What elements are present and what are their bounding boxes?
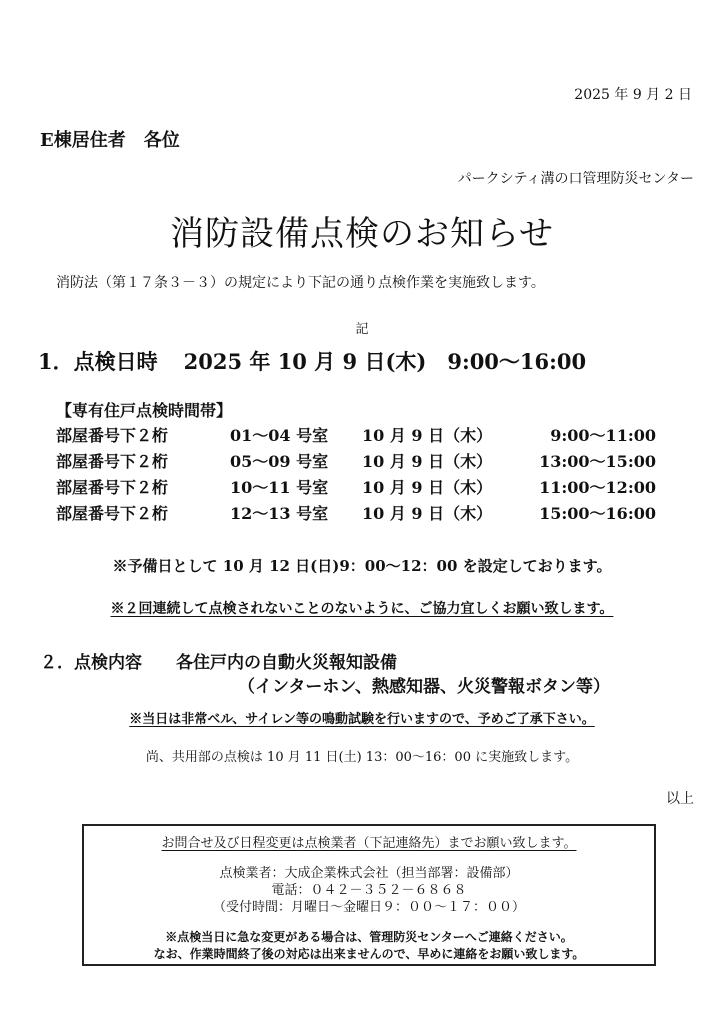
alarm-test-text: ※当日は非常ベル、サイレン等の鳴動試験を行いますので、予めご了承下さい。	[129, 712, 595, 727]
schedule-time: 9:00～11:00	[550, 426, 656, 445]
schedule-day: 10 月 9 日（木）	[362, 452, 493, 471]
alarm-test-note	[0, 708, 724, 727]
section-2-heading	[40, 648, 397, 673]
schedule-row	[56, 449, 656, 475]
contact-phone: 電話：０４２－３５２－６８６８	[271, 883, 467, 898]
schedule-row	[56, 475, 656, 501]
room-group: 部屋番号下２桁	[56, 504, 169, 523]
page-title: 消防設備点検のお知らせ	[170, 214, 554, 254]
closing-mark: 以上	[666, 791, 694, 807]
section-1-heading	[38, 346, 586, 376]
urgent-change-note: ※点検当日に急な変更がある場合は、管理防災センターへご連絡ください。	[165, 930, 573, 944]
schedule-time: 15:00～16:00	[539, 504, 656, 523]
schedule-heading: 【専有住戸点検時間帯】	[56, 401, 233, 420]
contractor-name: 点検業者：大成企業株式会社（担当部署：設備部）	[219, 866, 519, 881]
room-group: 部屋番号下２桁	[56, 478, 169, 497]
sender: パークシティ溝の口管理防災センター	[457, 171, 694, 187]
common-area-note: 尚、共用部の点検は 10 月 11 日(土) 13：00～16：00 に実施致します。	[145, 750, 579, 765]
spare-day-note: ※予備日として 10 月 12 日(日)9：00～12：00 を設定しております。	[112, 557, 612, 575]
recipient: E棟居住者 各位	[40, 130, 180, 151]
cooperation-note	[0, 598, 724, 618]
schedule-day: 10 月 9 日（木）	[362, 504, 493, 523]
inspection-datetime: 2025 年 10 月 9 日(木) 9:00～16:00	[183, 349, 587, 374]
schedule-time: 11:00～12:00	[539, 478, 656, 497]
room-range: 05～09 号室	[230, 452, 329, 471]
room-range: 01～04 号室	[230, 426, 329, 445]
contact-box	[82, 824, 656, 966]
section-2-label: ２．点検内容	[40, 653, 142, 673]
room-group: 部屋番号下２桁	[56, 426, 169, 445]
room-group: 部屋番号下２桁	[56, 452, 169, 471]
section-2-content: 各住戸内の自動火災報知設備	[176, 653, 397, 673]
schedule-day: 10 月 9 日（木）	[362, 426, 493, 445]
room-range: 12～13 号室	[230, 504, 329, 523]
section-1-label: 1．点検日時	[38, 349, 158, 374]
ki-mark: 記	[355, 322, 369, 337]
intro-text: 消防法（第１７条３－３）の規定により下記の通り点検作業を実施致します。	[56, 275, 545, 291]
schedule-row	[56, 423, 656, 449]
section-2-detail: （インターホン、熱感知器、火災警報ボタン等）	[238, 677, 610, 697]
contact-heading-text: お問合せ及び日程変更は点検業者（下記連絡先）までお願い致します。	[161, 836, 577, 851]
room-range: 10～11 号室	[230, 478, 329, 497]
schedule-time: 13:00～15:00	[539, 452, 656, 471]
reception-hours: （受付時間：月曜日～金曜日９：００～１７：００）	[212, 900, 525, 915]
schedule-table	[56, 423, 656, 527]
after-hours-note: なお、作業時間終了後の対応は出来ませんので、早めに連絡をお願い致します。	[153, 947, 585, 961]
schedule-day: 10 月 9 日（木）	[362, 478, 493, 497]
contact-heading	[84, 832, 654, 851]
notice-date: 2025 年 9 月 2 日	[574, 87, 692, 103]
cooperation-text: ※２回連続して点検されないことのないように、ご協力宜しくお願い致します。	[110, 601, 614, 617]
schedule-row	[56, 501, 656, 527]
